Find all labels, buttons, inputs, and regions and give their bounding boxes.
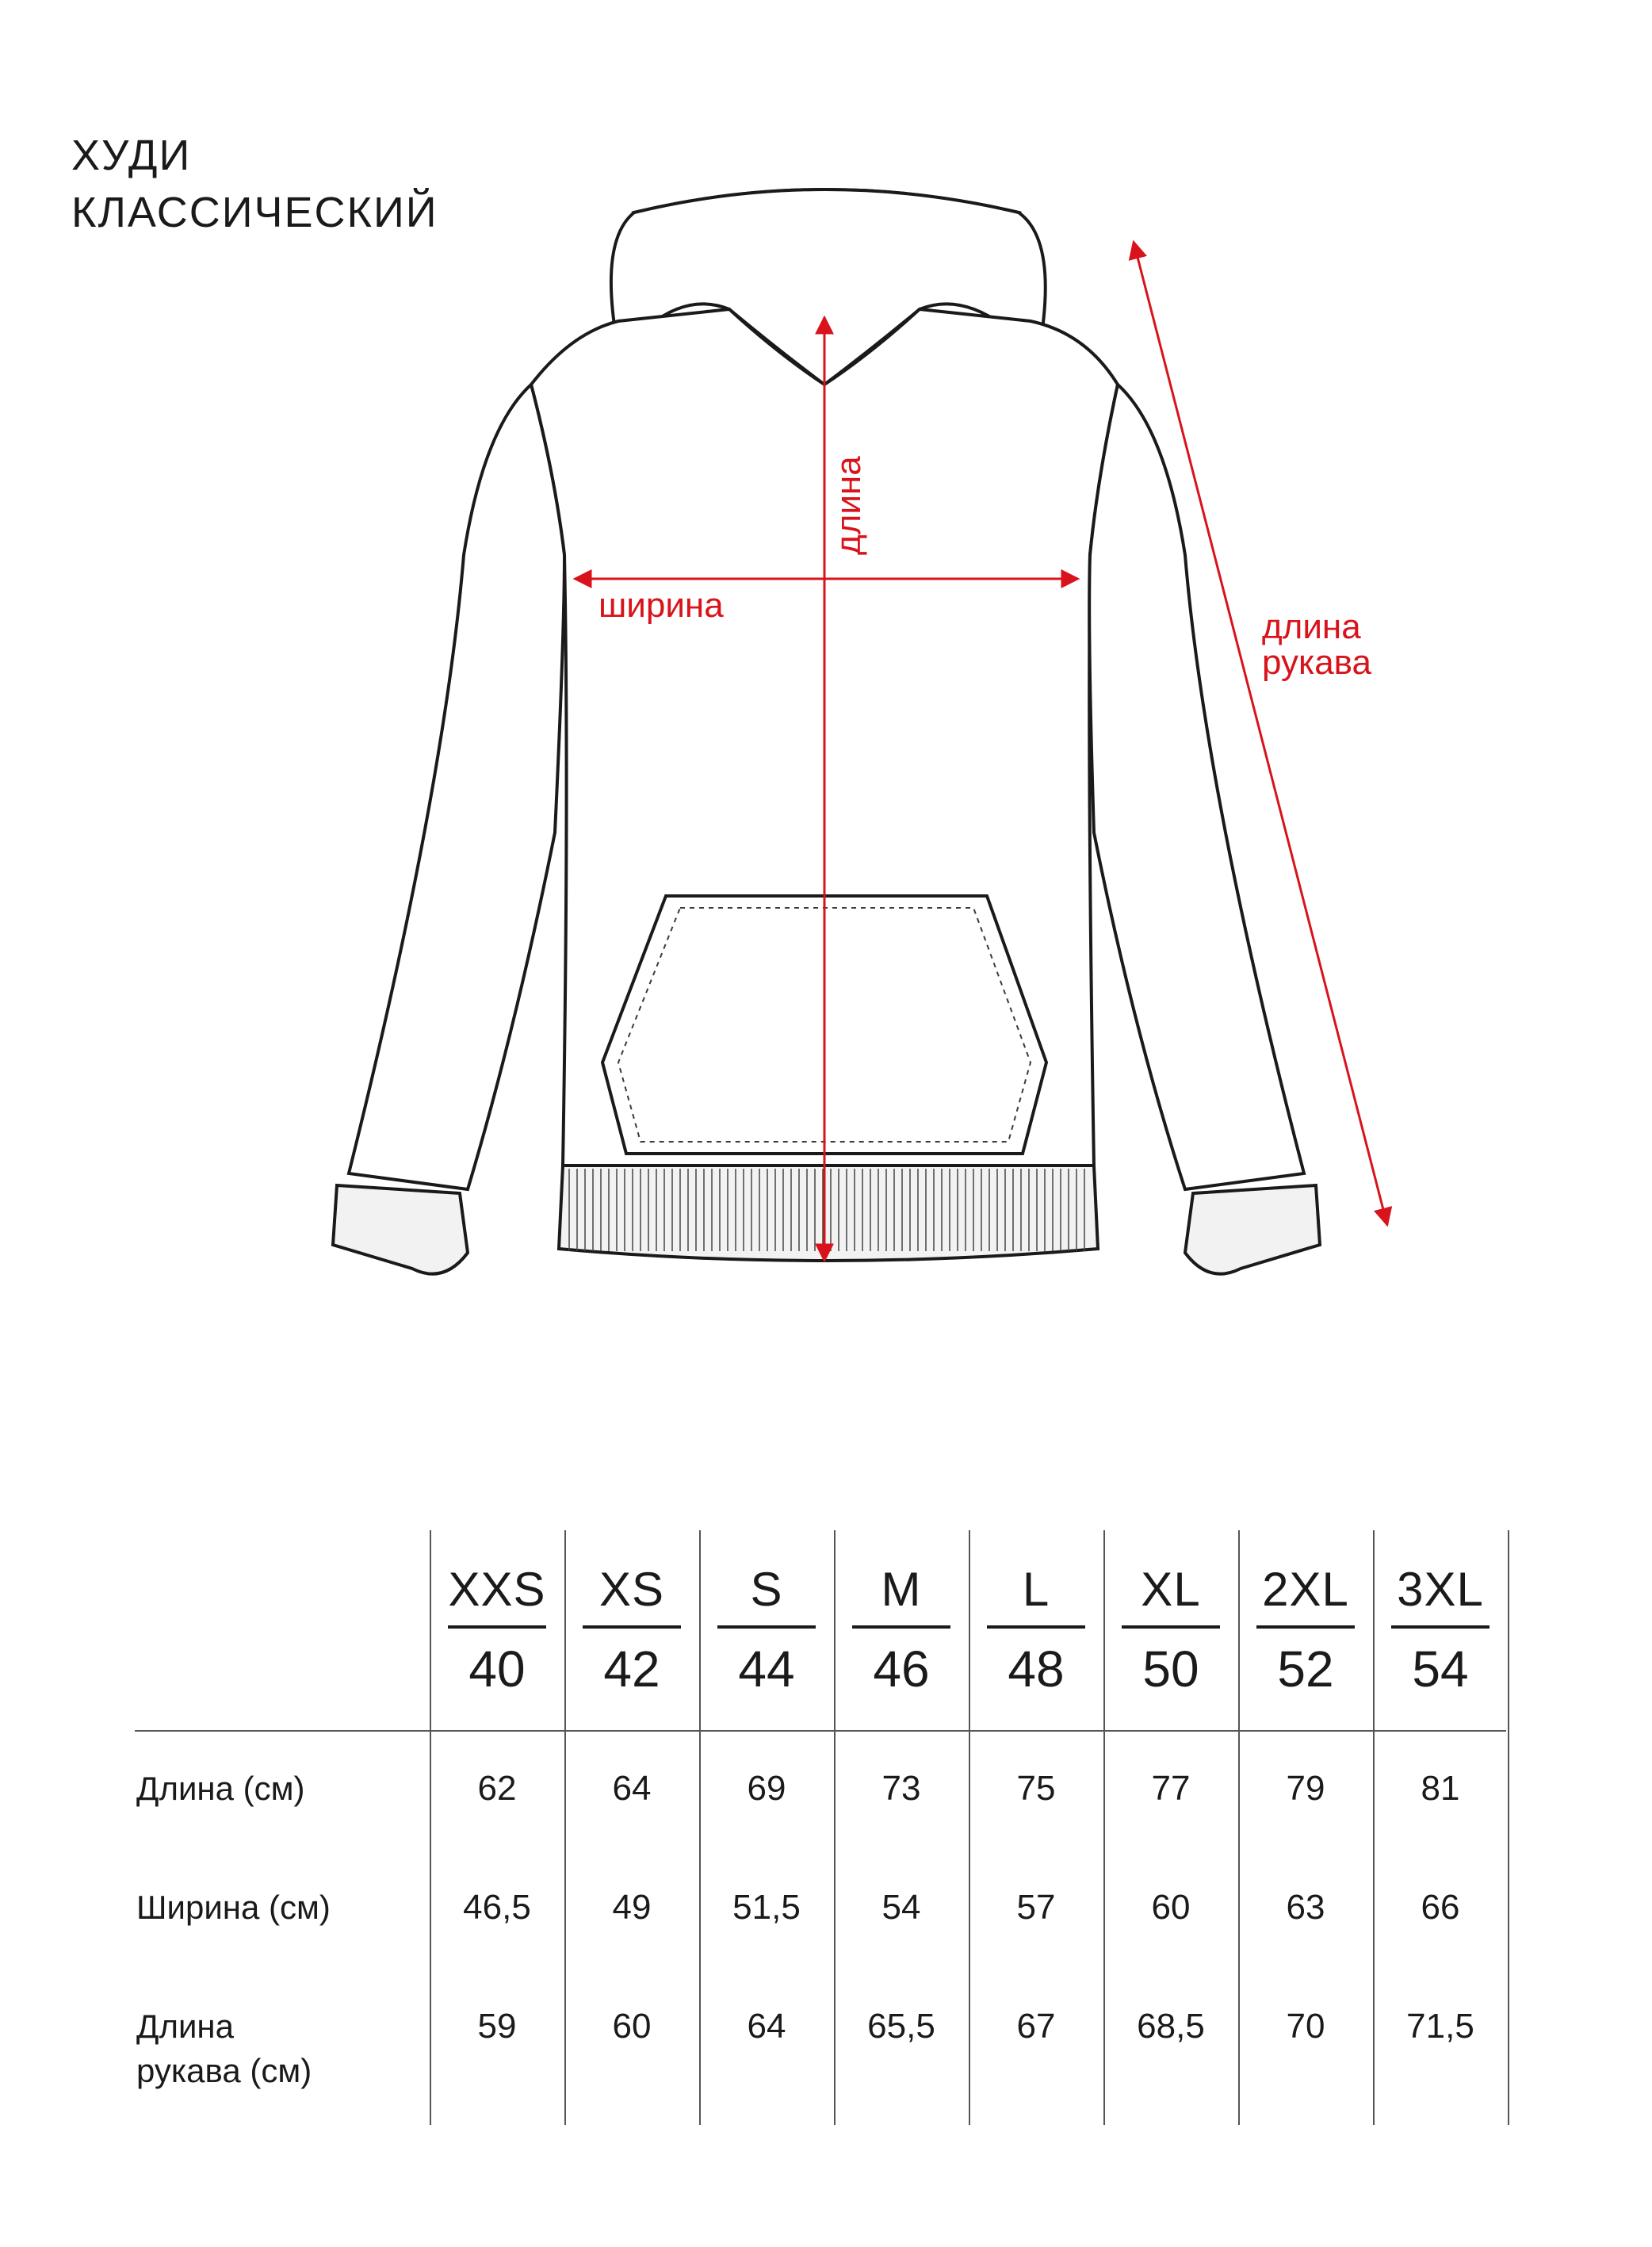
table-cell: 66 [1421,1888,1460,1927]
size-letter: 2XL [1262,1563,1349,1616]
right-cuff [1185,1185,1320,1274]
table-cell: 59 [477,2007,517,2046]
table-cell: 60 [1151,1888,1191,1927]
table-cell: 46,5 [463,1888,531,1927]
size-letter: M [881,1563,922,1616]
size-divider-bar [1122,1625,1220,1629]
table-header-divider [135,1730,1506,1732]
size-divider-bar [1391,1625,1489,1629]
table-cell: 67 [1016,2007,1056,2046]
sleeve-length-label-1: длина [1262,607,1361,646]
size-letter: 3XL [1397,1563,1484,1616]
width-label: ширина [598,586,724,625]
size-letter: L [1022,1563,1050,1616]
table-cell: 51,5 [732,1888,801,1927]
size-column-header [564,1562,699,1698]
table-cell: 63 [1286,1888,1325,1927]
size-column-header [1103,1562,1238,1698]
size-column-header [1373,1562,1508,1698]
size-number: 40 [468,1640,526,1698]
row-label-line-2: рукава (см) [136,2052,312,2089]
size-divider-bar [448,1625,546,1629]
size-divider-bar [852,1625,950,1629]
size-divider-bar [583,1625,681,1629]
title-line-1: ХУДИ [71,132,192,179]
table-cell: 69 [747,1769,786,1808]
row-label [136,2004,312,2093]
table-cell: 70 [1286,2007,1325,2046]
size-number: 48 [1008,1640,1065,1698]
size-number: 50 [1142,1640,1199,1698]
size-letter: XXS [448,1563,546,1616]
table-cell: 73 [881,1769,921,1808]
table-cell: 64 [747,2007,786,2046]
row-label [136,1885,331,1930]
size-number: 46 [873,1640,930,1698]
table-cell: 81 [1421,1769,1460,1808]
table-cell: 64 [612,1769,652,1808]
size-letter: S [750,1563,783,1616]
table-cell: 60 [612,2007,652,2046]
table-cell: 65,5 [867,2007,935,2046]
row-label-line-1: Ширина (см) [136,1889,331,1926]
size-table [0,1530,1652,2125]
size-number: 54 [1412,1640,1469,1698]
size-number: 42 [603,1640,660,1698]
size-column-header [834,1562,969,1698]
column-divider [1508,1530,1509,2125]
right-sleeve [1089,385,1304,1189]
size-divider-bar [717,1625,816,1629]
size-divider-bar [987,1625,1085,1629]
size-number: 52 [1277,1640,1334,1698]
size-column-header [969,1562,1103,1698]
size-column-header [699,1562,834,1698]
row-label [136,1767,304,1811]
table-cell: 68,5 [1137,2007,1205,2046]
row-label-line-1: Длина (см) [136,1770,305,1807]
sleeve-length-label-2: рукава [1262,643,1372,682]
size-column-header [1238,1562,1373,1698]
table-cell: 77 [1151,1769,1191,1808]
waistband [559,1166,1098,1261]
title-line-2: КЛАССИЧЕСКИЙ [71,189,438,236]
size-number: 44 [738,1640,795,1698]
table-cell: 54 [881,1888,921,1927]
left-sleeve [349,385,564,1189]
size-divider-bar [1256,1625,1355,1629]
table-cell: 49 [612,1888,652,1927]
length-label: длина [829,456,868,555]
size-letter: XL [1141,1563,1201,1616]
left-cuff [333,1185,468,1274]
table-cell: 75 [1016,1769,1056,1808]
row-label-line-1: Длина [136,2008,234,2045]
table-cell: 71,5 [1406,2007,1474,2046]
table-cell: 57 [1016,1888,1056,1927]
table-cell: 62 [477,1769,517,1808]
table-cell: 79 [1286,1769,1325,1808]
size-letter: XS [598,1563,665,1616]
size-column-header [430,1562,564,1698]
